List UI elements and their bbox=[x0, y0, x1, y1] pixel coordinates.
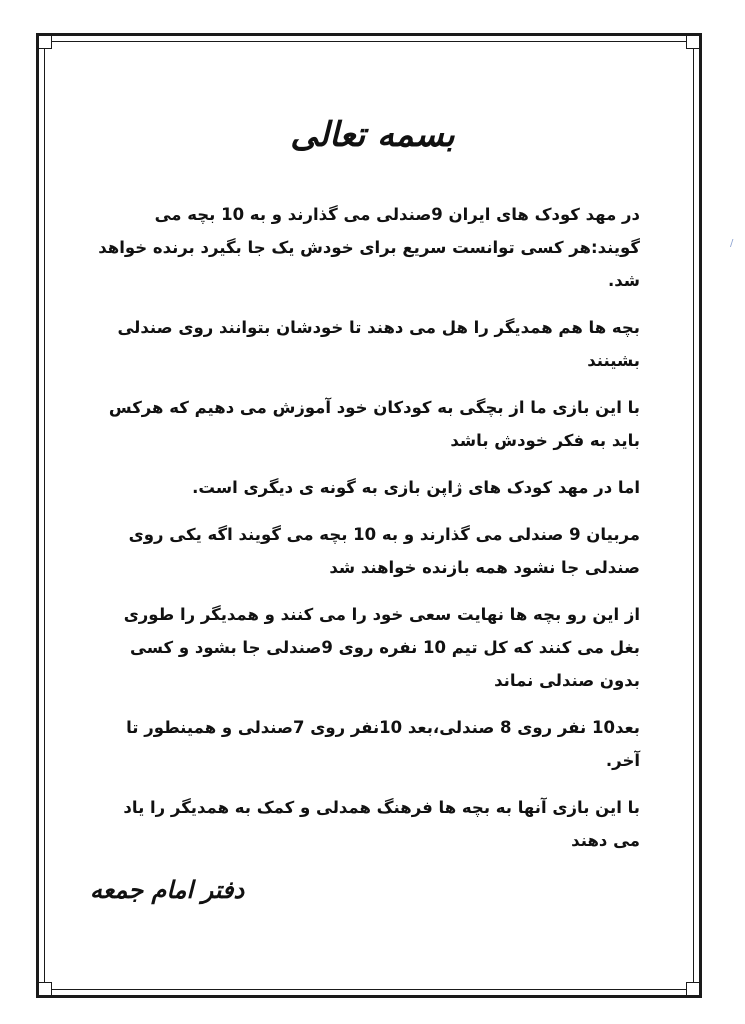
document-body bbox=[92, 198, 640, 871]
signature: دفتر امام جمعه bbox=[90, 875, 245, 904]
document-heading: بسمه تعالی bbox=[290, 115, 455, 155]
paragraph-4: اما در مهد کودک های ژاپن بازی به گونه ی دیگری است. bbox=[192, 478, 640, 497]
corner-ornament-top-left bbox=[38, 35, 52, 49]
paragraph-2: بچه ها هم همدیگر را هل می دهند تا خودشان بتوانند روی صندلی بشینند bbox=[117, 318, 640, 370]
paragraph-5: مربیان 9 صندلی می گذارند و به 10 بچه می گویند اگه یکی روی صندلی جا نشود همه بازنده خواهند شد bbox=[128, 525, 640, 577]
paragraph-8: با این بازی آنها به بچه ها فرهنگ همدلی و کمک به همدیگر را یاد می دهند bbox=[123, 798, 640, 850]
corner-ornament-top-right bbox=[686, 35, 700, 49]
paragraph-1: در مهد کودک های ایران 9صندلی می گذارند و به 10 بچه می گویند:هر کسی توانست سریع برای خودش یک جا بگیرد برنده خواهد شد. bbox=[98, 205, 640, 290]
paragraph-3: با این بازی ما از بچگی به کودکان خود آموزش می دهیم که هرکس باید به فکر خودش باشد bbox=[108, 398, 640, 450]
paragraph-6: از این رو بچه ها نهایت سعی خود را می کنند و همدیگر را طوری بغل می کنند که کل تیم 10 نفره روی 9صندلی جا بشود و کسی بدون صندلی نماند bbox=[123, 605, 640, 690]
paragraph-7: بعد10 نفر روی 8 صندلی،بعد 10نفر روی 7صندلی و همینطور تا آخر. bbox=[126, 718, 640, 770]
scan-mark: / bbox=[730, 238, 734, 249]
corner-ornament-bottom-right bbox=[686, 982, 700, 996]
corner-ornament-bottom-left bbox=[38, 982, 52, 996]
